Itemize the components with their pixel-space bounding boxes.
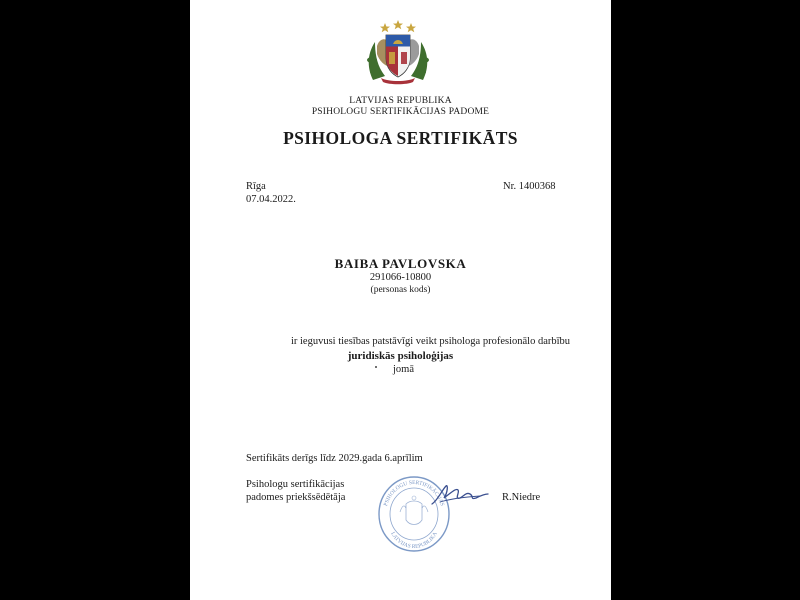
handwritten-signature-icon [430,482,490,510]
validity-statement: Sertifikāts derīgs līdz 2029.gada 6.aprīlim [246,453,423,464]
issue-date: 07.04.2022. [246,194,296,205]
svg-text:LATVIJAS REPUBLIKA [389,531,439,550]
qualification-field: juridiskās psiholoģijas [347,350,454,362]
latvia-coat-of-arms-icon [363,20,433,86]
issue-city: Rīga [246,181,266,192]
issuer-block [190,96,611,118]
signatory-name: R.Niedre [502,492,541,503]
holder-name: BAIBA PAVLOVSKA [334,256,467,271]
certificate-number: Nr. 1400368 [503,181,556,192]
certificate-title: PSIHOLOGA SERTIFIKĀTS [283,128,518,148]
issuer-country: LATVIJAS REPUBLIKA [349,96,452,106]
personal-code: 291066-10800 [369,272,432,283]
certificate-page [190,0,611,600]
qualification-field-suffix: jomā [393,364,414,375]
signatory-role-line2: padomes priekšsēdētāja [246,492,346,503]
signatory-role-line1: Psihologu sertifikācijas [246,479,345,490]
seal-text-top: PSIHOLOGU SERTIFIKĀCIJAS [383,479,445,507]
qualification-statement: ir ieguvusi tiesības patstāvīgi veikt psihologa profesionālo darbību [290,336,571,347]
issuer-council: PSIHOLOGU SERTIFIKĀCIJAS PADOME [311,107,490,117]
seal-text-bottom: LATVIJAS REPUBLIKA [389,531,439,551]
personal-code-label: (personas kods) [370,285,431,295]
